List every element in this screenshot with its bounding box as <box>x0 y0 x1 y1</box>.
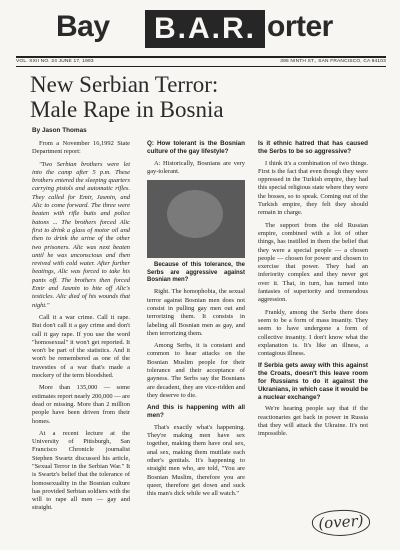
paragraph: Among Serbs, it is constant and common to hear attacks on the Bosnian Muslim people for their tolerance and their acceptance of gayness. The Serbs say the Bosnians are decadent, they are vice-ridden and they deserve to die. <box>147 342 245 399</box>
article-byline: By Jason Thomas <box>32 127 87 134</box>
dateline <box>16 58 386 66</box>
quoted-report: "Two Serbian brothers were let into the camp after 5 p.m. These brothers entered the sleeping quarters carrying pistols and automatic rifles. They called for Emir, Jasmin, and Alic to come forward. The three were beaten with rifle butts and police batons ... The brothers forced Alic first to drink a glass of motor oil and then to drink the urine of the other two prisoners. Alic was next beaten until he was unconscious and then revived with cold water. After further beatings, Alic was forced to take his pants off. The brothers then forced Emir and Jasmin to bite off Alic's testicles. Alic died of his wounds that night." <box>32 160 130 309</box>
masthead-left-word: Bay <box>56 10 110 43</box>
paragraph: Right. The homophobia, the sexual terror against Bosnian men does not consist in pulling gay men out and terrorizing them. It consists in labeling all Bosnian men as gay, and then terrorizing them. <box>147 288 245 337</box>
headline-line-1: New Serbian Terror: <box>30 72 219 97</box>
photo-caption: Because of this tolerance, the Serbs are aggressive against Bosnian men? <box>147 262 245 283</box>
masthead-rule-bottom <box>16 66 386 67</box>
interview-answer: We're hearing people say that if the reactionaries get back in power in Russia that they will attack the Ukraine. It's not impossible. <box>258 405 368 438</box>
interview-question: If Serbia gets away with this against the Croats, doesn't this leave room for Russians to do it against the Ukranians, in which case it would be a nuclear exchange? <box>258 362 368 401</box>
photo-highlight <box>167 190 223 238</box>
paragraph: Frankly, among the Serbs there does seem to be a form of mass insanity. They seem to have undergone a form of collective insanity. I don't know what the explanation is. It's like an illness, a contagious illness. <box>258 308 368 358</box>
dateline-address: 395 NINTH ST., SAN FRANCISCO, CA 94103 <box>280 59 386 64</box>
interview-answer: A: Historically, Bosnians are very gay-tolerant. <box>147 159 245 175</box>
interview-answer: That's exactly what's happening. They're making men have sex together, making them have oral sex, anal sex, making them mutilate each other's genitals. It's happening to straight men who, are told, "You are Bosnian Muslim, therefore you are queer, therefore get down and suck this man's dick while we all watch." <box>147 423 245 498</box>
article-photo <box>147 180 245 258</box>
masthead <box>56 4 356 56</box>
paragraph: More than 135,000 — some estimates report nearly 200,000 — are dead or missing. More than 2 million people have been driven from their homes. <box>32 384 130 425</box>
masthead-logo <box>145 10 265 48</box>
handwritten-over-note: (over) <box>311 508 371 538</box>
article-column-1 <box>32 140 130 517</box>
article-column-3 <box>258 140 368 443</box>
article-headline <box>30 72 370 122</box>
paragraph: From a November 16,1992 State Department report: <box>32 140 130 156</box>
paragraph: The support from the old Russian empire, combined with a lot of other things, has instilled in them the belief that they were a special people — a chosen people — chosen for power and chosen to exercise that power. They had an inferiority complex and they never got over it. That, in turn, has turned into fantasies of superiority and tremendous aggression. <box>258 221 368 304</box>
paragraph: At a recent lecture at the University of Pittsburgh, San Francisco Chronicle journalist Stephen Swartz discussed his article, "Sexual Terror in the Serbian War." It is Swartz's belief that the tolerance of homosexuality in the Bosnian culture has provided Serbian soldiers with the will to rape all men — gay and straight. <box>32 429 130 512</box>
paragraph: Call it a war crime. Call it rape. But don't call it a gay crime and don't call it gay rape. If you use the word "homosexual" it won't get reported. It won't be part of the statistics. And it won't be remembered as one of the travesties of a war that's made a mockery of the term bloodshed. <box>32 313 130 380</box>
headline-line-2: Male Rape in Bosnia <box>30 97 224 122</box>
dateline-issue: VOL. XXII NO. 24 JUNE 17, 1993 <box>16 59 94 64</box>
interview-question: And this is happening with all men? <box>147 404 245 420</box>
masthead-logo-text: B.A.R. <box>154 12 256 45</box>
paragraph: I think it's a combination of two things. First is the fact that even though they were oppressed in the Turkish empire, they had this special religious state where they were the bosses, so to speak. Coming out of the Turkish empire, they felt they should remain in charge. <box>258 159 368 217</box>
article-column-2 <box>147 140 245 503</box>
interview-question: Is it ethnic hatred that has caused the Serbs to be so aggressive? <box>258 140 368 155</box>
interview-question: Q: How tolerant is the Bosnian culture of the gay lifestyle? <box>147 140 245 155</box>
masthead-right-word: orter <box>267 10 333 43</box>
